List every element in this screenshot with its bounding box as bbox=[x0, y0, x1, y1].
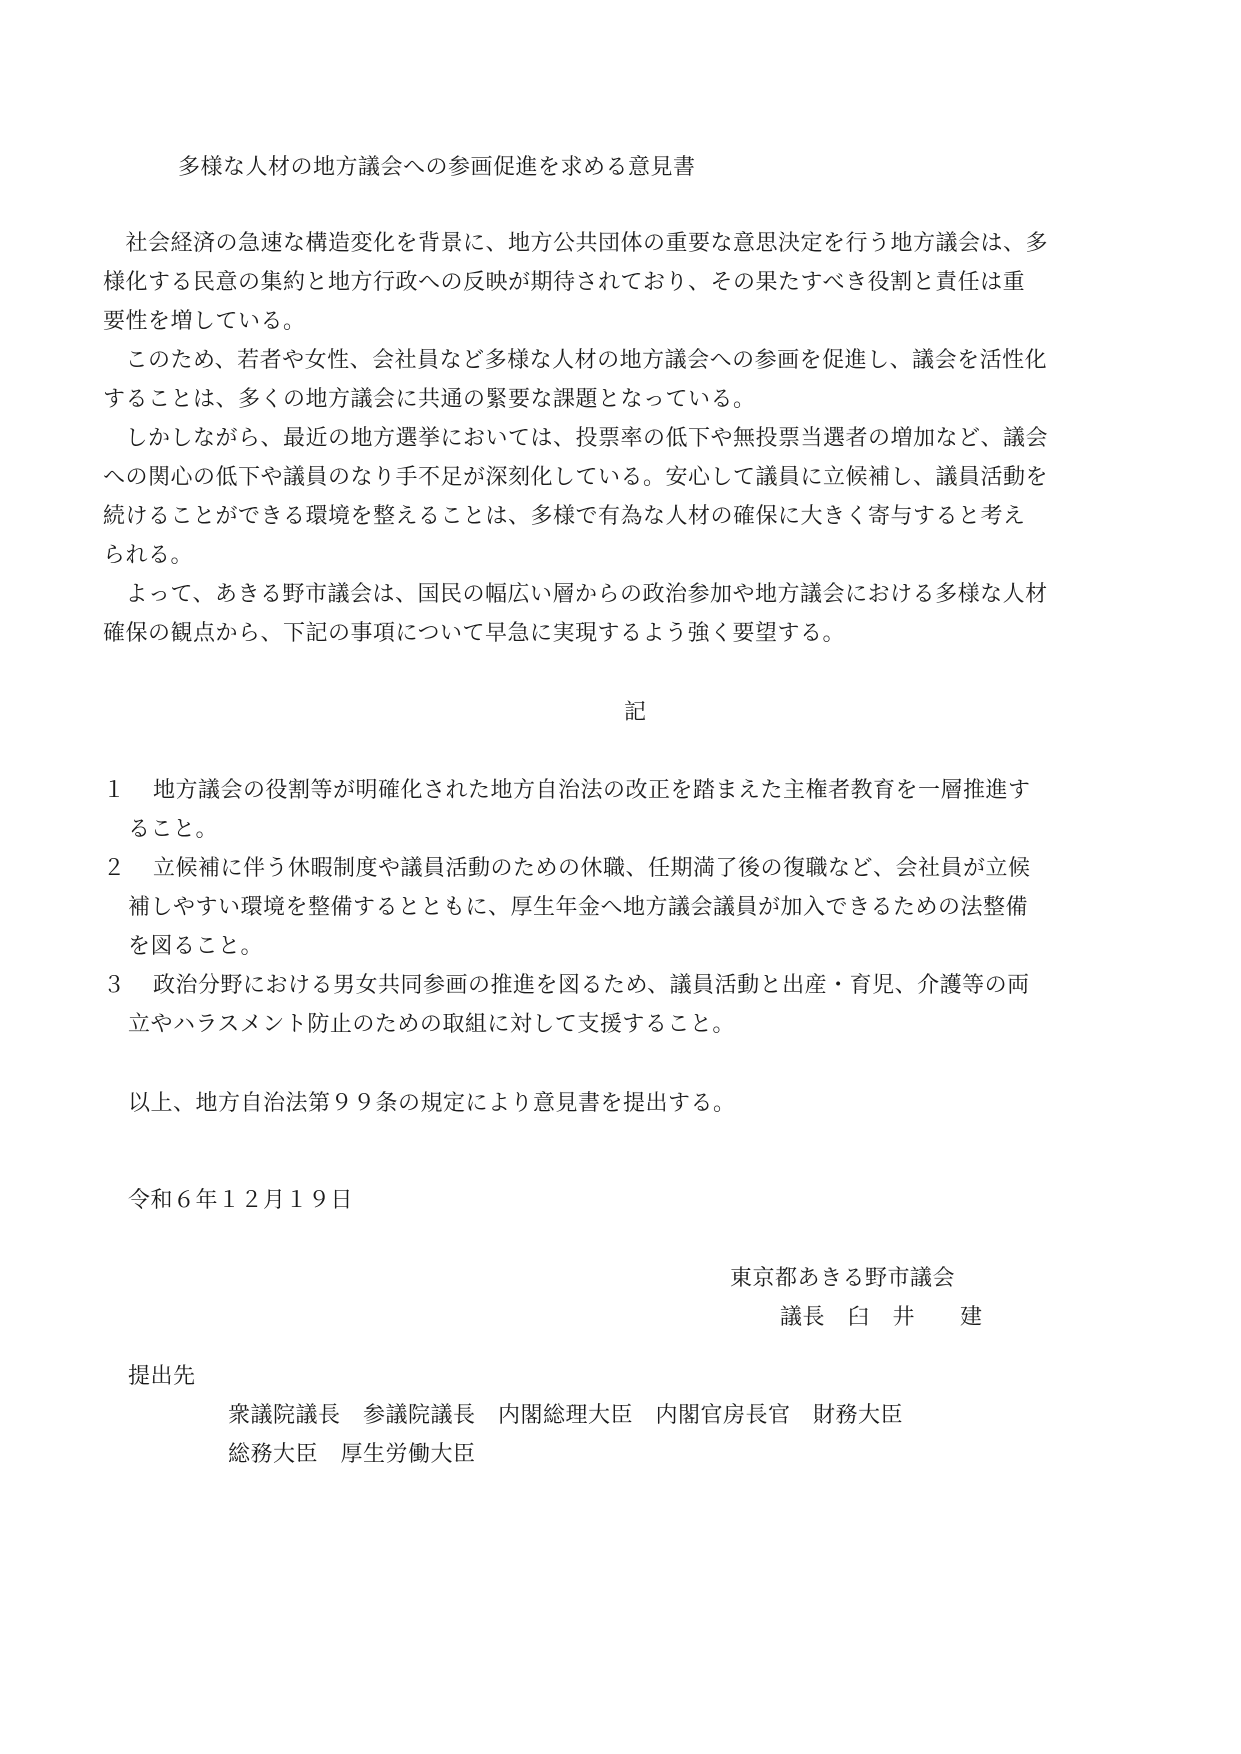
destination-line: 衆議院議長 参議院議長 内閣総理大臣 内閣官房長官 財務大臣 bbox=[228, 1403, 904, 1428]
document-title: 多様な人材の地方議会への参画促進を求める意見書 bbox=[178, 155, 696, 180]
item-line: 立やハラスメント防止のための取組に対して支援すること。 bbox=[128, 1012, 735, 1037]
paragraph-line: このため、若者や女性、会社員など多様な人材の地方議会への参画を促進し、議会を活性化 bbox=[103, 348, 1048, 373]
item-line: 立候補に伴う休暇制度や議員活動のための休職、任期満了後の復職など、会社員が立候 bbox=[153, 856, 1031, 881]
item-number: １ bbox=[103, 778, 126, 803]
destination-label: 提出先 bbox=[128, 1364, 196, 1389]
item-number: ２ bbox=[103, 856, 126, 881]
paragraph-line: られる。 bbox=[103, 543, 194, 568]
paragraph-line: よって、あきる野市議会は、国民の幅広い層からの政治参加や地方議会における多様な人材 bbox=[103, 582, 1048, 607]
organization-name: 東京都あきる野市議会 bbox=[730, 1266, 956, 1291]
paragraph-line: 様化する民意の集約と地方行政への反映が期待されており、その果たすべき役割と責任は重 bbox=[103, 270, 1026, 295]
chair-name: 議長 臼 井 建 bbox=[780, 1305, 983, 1330]
item-line: 地方議会の役割等が明確化された地方自治法の改正を踏まえた主権者教育を一層推進す bbox=[153, 778, 1031, 803]
paragraph-line: 確保の観点から、下記の事項について早急に実現するよう強く要望する。 bbox=[103, 621, 846, 646]
paragraph-line: 続けることができる環境を整えることは、多様で有為な人材の確保に大きく寄与すると考え bbox=[103, 504, 1026, 529]
document-date: 令和６年１２月１９日 bbox=[128, 1188, 354, 1213]
item-line: を図ること。 bbox=[128, 934, 264, 959]
ki-heading: 記 bbox=[624, 700, 647, 725]
item-line: 政治分野における男女共同参画の推進を図るため、議員活動と出産・育児、介護等の両 bbox=[153, 973, 1030, 998]
item-line: ること。 bbox=[128, 817, 219, 842]
item-number: ３ bbox=[103, 973, 126, 998]
paragraph-line: 要性を増している。 bbox=[103, 309, 306, 334]
paragraph-line: 社会経済の急速な構造変化を背景に、地方公共団体の重要な意思決定を行う地方議会は、多 bbox=[103, 231, 1049, 256]
paragraph-line: への関心の低下や議員のなり手不足が深刻化している。安心して議員に立候補し、議員活動を bbox=[103, 465, 1049, 490]
closing-statement: 以上、地方自治法第９９条の規定により意見書を提出する。 bbox=[128, 1091, 736, 1116]
paragraph-line: することは、多くの地方議会に共通の緊要な課題となっている。 bbox=[103, 387, 756, 412]
paragraph-line: しかしながら、最近の地方選挙においては、投票率の低下や無投票当選者の増加など、議会 bbox=[103, 426, 1049, 451]
destination-line: 総務大臣 厚生労働大臣 bbox=[228, 1442, 476, 1467]
item-line: 補しやすい環境を整備するとともに、厚生年金へ地方議会議員が加入できるための法整備 bbox=[128, 895, 1029, 920]
